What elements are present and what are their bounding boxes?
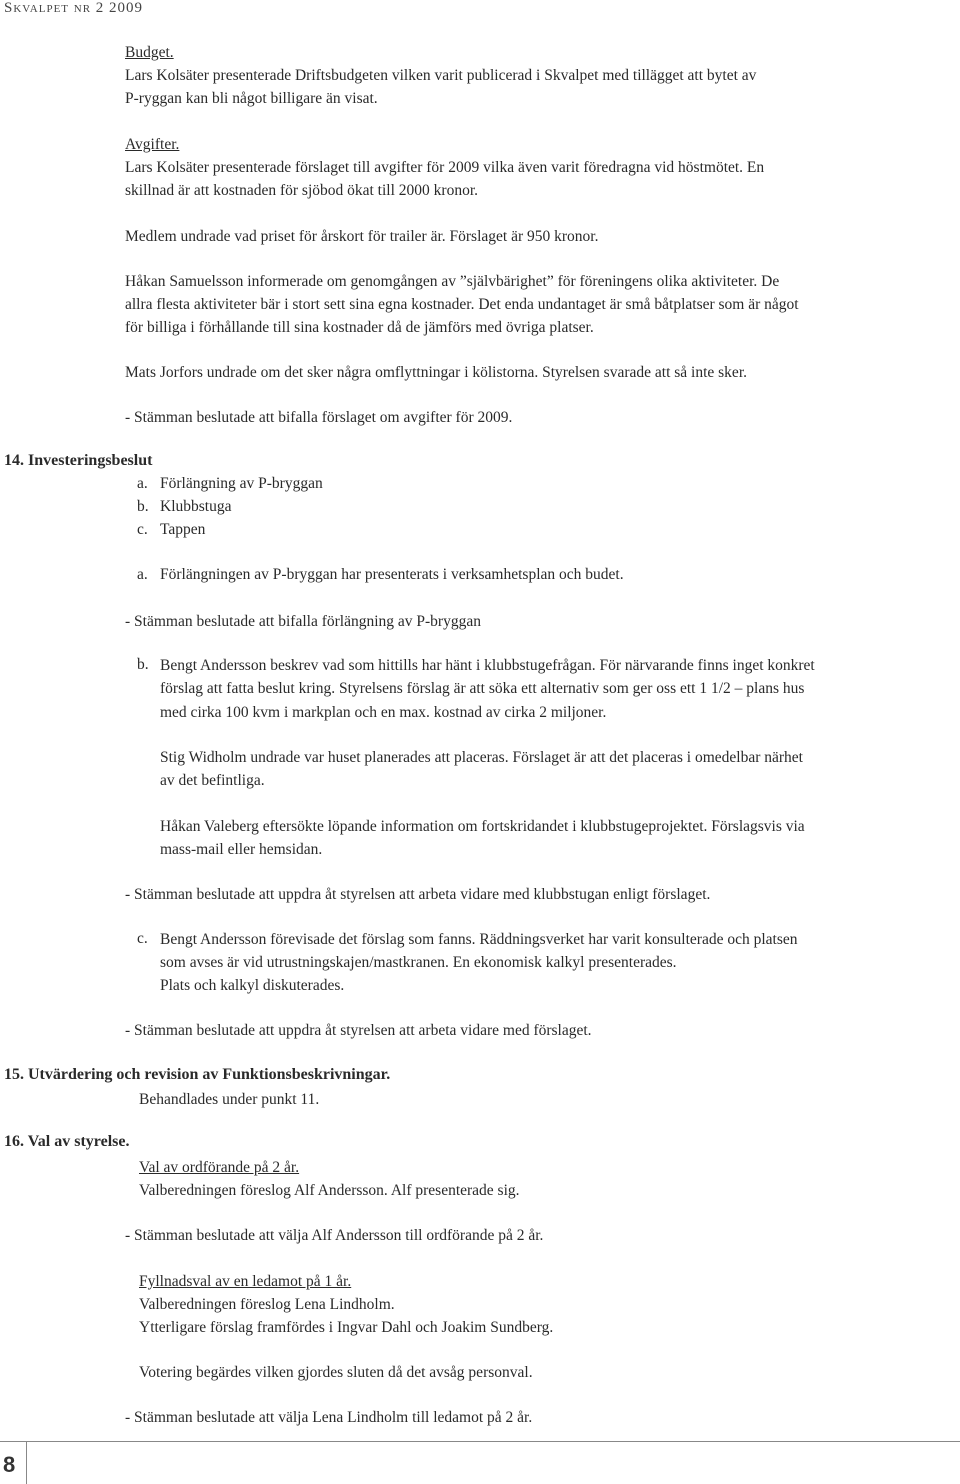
hakan-line-1: Håkan Samuelsson informerade om genomgången av ”självbärighet” för föreningens olika aktiviteter. De [125,273,780,290]
member-election-heading: Fyllnadsval av en ledamot på 1 år. [139,1273,352,1290]
section-15-heading: 15. Utvärdering och revision av Funktionsbeskrivningar. [4,1066,391,1083]
section-14-heading: 14. Investeringsbeslut [4,452,153,469]
item-text: Tappen [160,521,206,538]
avgifter-line-1: Lars Kolsäter presenterade förslaget till avgifter för 2009 vilka även varit föredragna vid höstmötet. En [125,159,765,176]
chair-proposal: Valberedningen föreslog Alf Andersson. Alf presenterade sig. [139,1182,520,1199]
avgifter-heading: Avgifter. [125,136,180,153]
b-letter: b. [137,656,149,673]
b-decision: - Stämman beslutade att uppdra åt styrelsen att arbeta vidare med klubbstugan enligt förslaget. [125,886,711,903]
c-line-3: Plats och kalkyl diskuterades. [160,977,345,994]
budget-line-2: P-ryggan kan bli något billigare än visat. [125,90,378,107]
item-letter: a. [137,475,148,492]
item-letter: c. [137,521,148,538]
item-text: Förlängning av P-bryggan [160,475,323,492]
member-decision: - Stämman beslutade att välja Lena Lindholm till ledamot på 2 år. [125,1409,533,1426]
budget-heading: Budget. [125,44,174,61]
mats-question: Mats Jorfors undrade om det sker några omflyttningar i kölistorna. Styrelsen svarade att så inte sker. [125,364,747,381]
budget-line-1: Lars Kolsäter presenterade Driftsbudgeten vilken varit publicerad i Skvalpet med tillägget att bytet av [125,67,757,84]
c-line-2: som avses är vid utrustningskajen/mastkranen. En ekonomisk kalkyl presenterades. [160,954,677,971]
b-line-1: Bengt Andersson beskrev vad som hittills har hänt i klubbstugefrågan. För närvarande finns inget konkret [160,657,815,674]
stig-line-2: av det befintliga. [160,772,265,789]
b-line-3: med cirka 100 kvm i markplan och en max. kostnad av cirka 2 miljoner. [160,704,607,721]
chair-election-heading: Val av ordförande på 2 år. [139,1159,300,1176]
chair-decision: - Stämman beslutade att välja Alf Andersson till ordförande på 2 år. [125,1227,544,1244]
page-number: 8 [3,1452,16,1477]
c-letter: c. [137,930,148,947]
hakan-line-3: för billiga i förhållande till sina kostnader då de jämförs med övriga platser. [125,319,594,336]
a-decision: - Stämman beslutade att bifalla förlängning av P-bryggan [125,613,481,630]
section-15-text: Behandlades under punkt 11. [139,1091,320,1108]
member-proposal-1: Valberedningen föreslog Lena Lindholm. [139,1296,395,1313]
valeberg-line-1: Håkan Valeberg eftersökte löpande information om fortskridandet i klubbstugeprojektet. Förslagsvis via [160,818,805,835]
c-line-1: Bengt Andersson förevisade det förslag som fanns. Räddningsverket har varit konsulterade och platsen [160,931,798,948]
member-proposal-2: Ytterligare förslag framfördes i Ingvar Dahl och Joakim Sundberg. [139,1319,554,1336]
footer-vertical-rule [26,1441,27,1484]
valeberg-line-2: mass-mail eller hemsidan. [160,841,323,858]
a-text: Förlängningen av P-bryggan har presenterats i verksamhetsplan och budet. [160,566,624,583]
avgifter-line-2: skillnad är att kostnaden för sjöbod ökat till 2000 kronor. [125,182,479,199]
b-line-2: förslag att fatta beslut kring. Styrelsens förslag är att söka ett alternativ som ger oss ett 1 1/2 – plans hus [160,680,805,697]
footer-rule [0,1441,960,1442]
item-letter: b. [137,498,149,515]
avgifter-decision: - Stämman beslutade att bifalla förslaget om avgifter för 2009. [125,409,513,426]
hakan-line-2: allra flesta aktiviteter bär i stort sett sina egna kostnader. Det enda undantaget är små båtplatser som är något [125,296,799,313]
running-header: Skvalpet nr 2 2009 [4,0,144,16]
a-letter: a. [137,566,148,583]
c-decision: - Stämman beslutade att uppdra åt styrelsen att arbeta vidare med förslaget. [125,1022,592,1039]
vote-note: Votering begärdes vilken gjordes sluten då det avsåg personval. [139,1364,533,1381]
member-question: Medlem undrade vad priset för årskort för trailer är. Förslaget är 950 kronor. [125,228,599,245]
item-text: Klubbstuga [160,498,232,515]
section-16-heading: 16. Val av styrelse. [4,1133,130,1150]
stig-line-1: Stig Widholm undrade var huset planerades att placeras. Förslaget är att det placeras i omedelbar närhet [160,749,803,766]
